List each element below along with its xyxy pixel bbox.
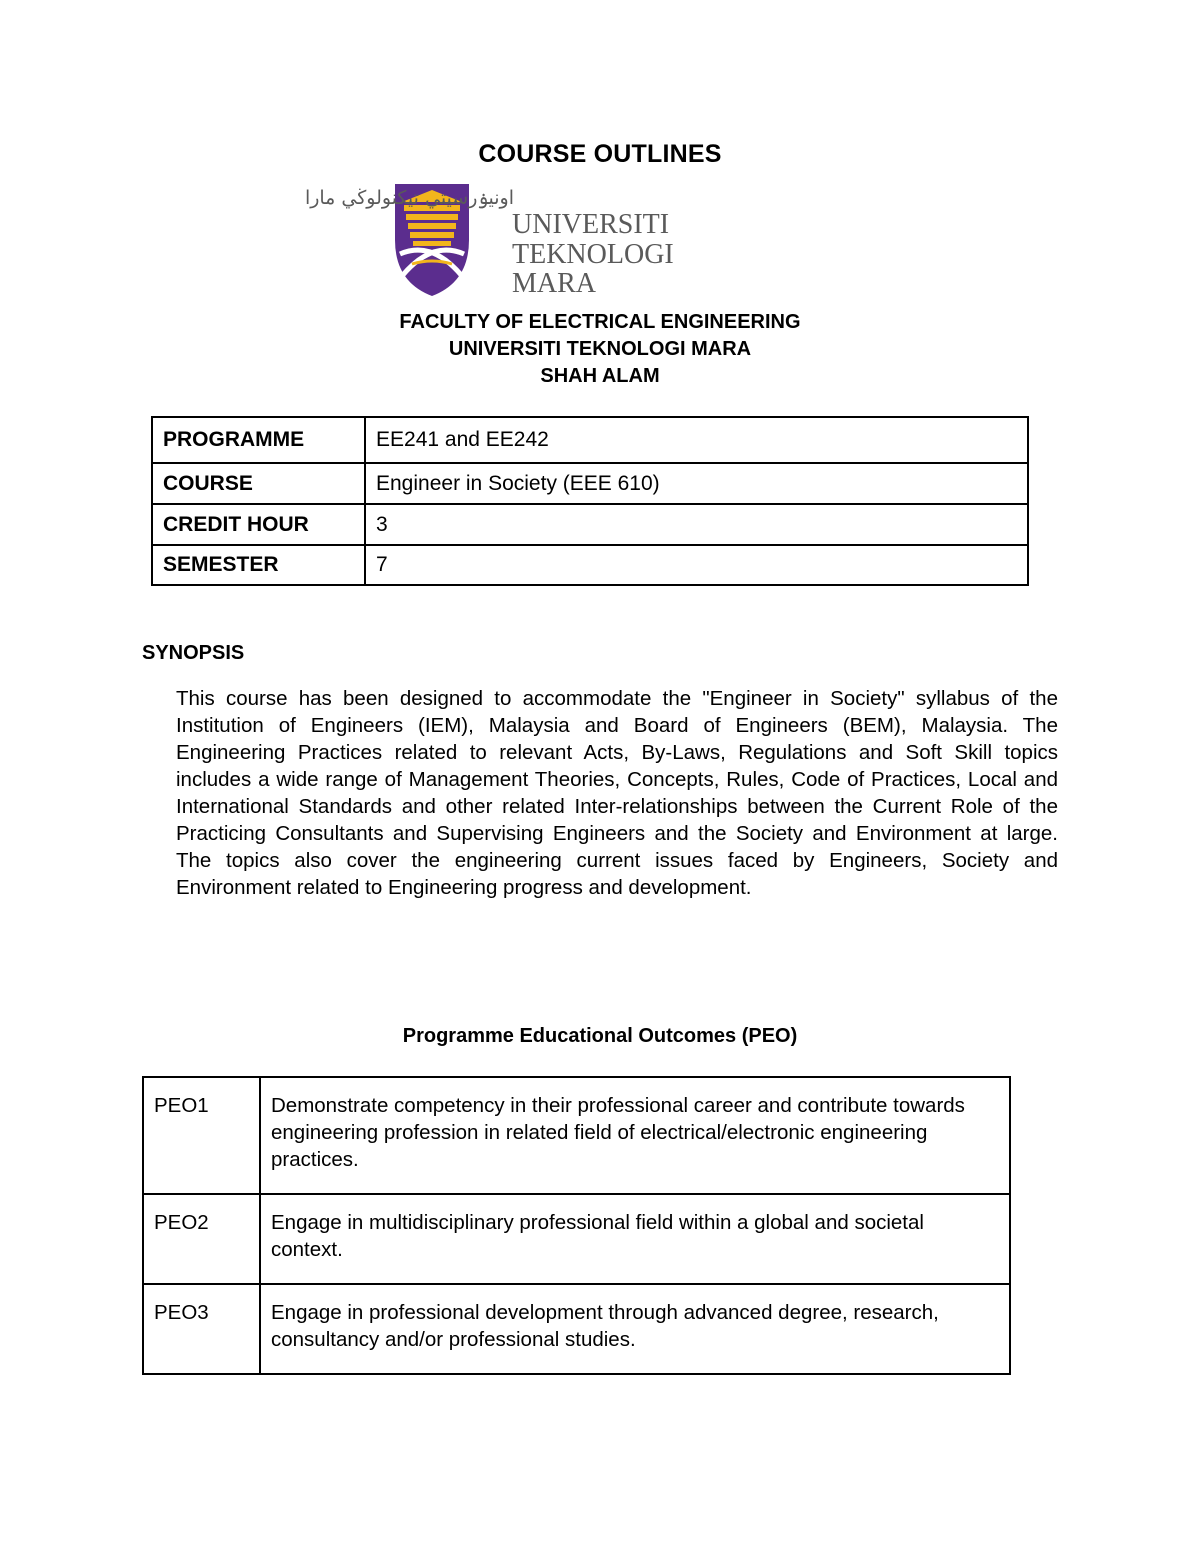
page-title: COURSE OUTLINES bbox=[478, 140, 722, 168]
info-label: COURSE bbox=[152, 463, 365, 504]
peo-text: Demonstrate competency in their professional career and contribute towards engineering profession in related field of electrical/electronic engineering practices. bbox=[260, 1077, 1010, 1194]
logo-line-1: UNIVERSITI bbox=[512, 209, 670, 240]
faculty-name: FACULTY OF ELECTRICAL ENGINEERING bbox=[399, 311, 801, 333]
table-row bbox=[152, 545, 1028, 585]
course-info-table bbox=[151, 416, 1029, 586]
info-label: PROGRAMME bbox=[152, 417, 365, 463]
table-row bbox=[143, 1194, 1010, 1284]
info-value: 3 bbox=[365, 504, 1028, 545]
peo-text: Engage in multidisciplinary professional field within a global and societal context. bbox=[260, 1194, 1010, 1284]
peo-table bbox=[142, 1076, 1011, 1375]
university-logo bbox=[304, 180, 692, 300]
info-label: CREDIT HOUR bbox=[152, 504, 365, 545]
synopsis-body: This course has been designed to accommodate the "Engineer in Society" syllabus of the Institution of Engineers (IEM), Malaysia and Board of Engineers (BEM), Malaysia. The Engineering Practices related to relevant Acts, By-Laws, Regulations and Soft Skill topics includes a wide range of Management Theories, Concepts, Rules, Code of Practices, Local and International Standards and other related Inter-relationships between the Current Role of the Practicing Consultants and Supervising Engineers and the Society and Environment at large. The topics also cover the engineering current issues faced by Engineers, Society and Environment related to Engineering progress and development. bbox=[176, 687, 1058, 899]
synopsis-heading: SYNOPSIS bbox=[142, 642, 245, 664]
table-row bbox=[152, 463, 1028, 504]
logo-jawi-text: اونيۏرسيتي تيكنولوڬي مارا bbox=[304, 187, 514, 209]
peo-code: PEO1 bbox=[143, 1077, 260, 1194]
peo-text: Engage in professional development through advanced degree, research, consultancy and/or professional studies. bbox=[260, 1284, 1010, 1374]
university-name: UNIVERSITI TEKNOLOGI MARA bbox=[448, 338, 752, 360]
logo-line-2: TEKNOLOGI bbox=[512, 239, 674, 270]
peo-code: PEO3 bbox=[143, 1284, 260, 1374]
table-row bbox=[143, 1077, 1010, 1194]
logo-line-3: MARA bbox=[512, 268, 597, 299]
table-row bbox=[143, 1284, 1010, 1374]
info-value: EE241 and EE242 bbox=[365, 417, 1028, 463]
info-value: 7 bbox=[365, 545, 1028, 585]
info-value: Engineer in Society (EEE 610) bbox=[365, 463, 1028, 504]
peo-code: PEO2 bbox=[143, 1194, 260, 1284]
peo-heading: Programme Educational Outcomes (PEO) bbox=[402, 1025, 798, 1047]
table-row bbox=[152, 417, 1028, 463]
info-label: SEMESTER bbox=[152, 545, 365, 585]
table-row bbox=[152, 504, 1028, 545]
campus-name: SHAH ALAM bbox=[540, 365, 660, 387]
institution-header bbox=[0, 309, 1200, 390]
uitm-crest-icon bbox=[304, 180, 692, 300]
